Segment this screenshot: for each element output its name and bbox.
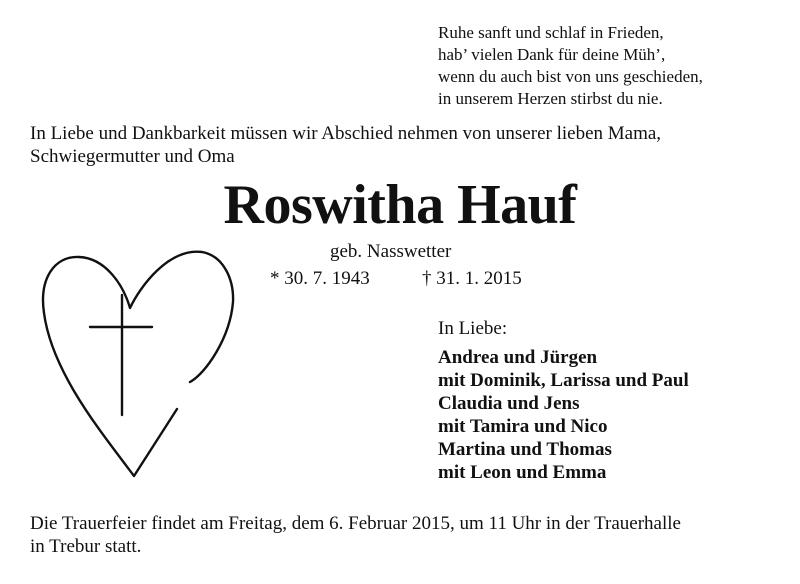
- funeral-line: in Trebur statt.: [30, 536, 142, 557]
- death-date: † 31. 1. 2015: [422, 268, 522, 289]
- family-line: Andrea und Jürgen: [438, 347, 598, 368]
- family-line: Claudia und Jens: [438, 393, 580, 414]
- family-line: mit Dominik, Larissa und Paul: [438, 370, 689, 391]
- intro-text: [30, 122, 780, 168]
- heart-outline: [43, 252, 233, 476]
- family-heading: In Liebe:: [438, 318, 508, 339]
- intro-line: Schwiegermutter und Oma: [30, 146, 235, 167]
- birth-date: * 30. 7. 1943: [270, 268, 370, 289]
- family-line: Martina und Thomas: [438, 439, 612, 460]
- deceased-name: Roswitha Hauf: [223, 174, 577, 236]
- poem-line: wenn du auch bist von uns geschieden,: [438, 67, 703, 86]
- family-line: mit Leon und Emma: [438, 462, 607, 483]
- family-list: [438, 346, 689, 484]
- poem-line: hab’ vielen Dank für deine Müh’,: [438, 45, 666, 64]
- maiden-name: geb. Nasswetter: [330, 241, 452, 262]
- intro-line: In Liebe und Dankbarkeit müssen wir Abschied nehmen von unserer lieben Mama,: [30, 123, 662, 144]
- memorial-poem: [438, 22, 778, 110]
- funeral-info: [30, 512, 790, 558]
- funeral-line: Die Trauerfeier findet am Freitag, dem 6. Februar 2015, um 11 Uhr in der Trauerhalle: [30, 513, 681, 534]
- heart-with-cross-icon: [30, 240, 250, 480]
- poem-line: in unserem Herzen stirbst du nie.: [438, 89, 663, 108]
- family-line: mit Tamira und Nico: [438, 416, 608, 437]
- poem-line: Ruhe sanft und schlaf in Frieden,: [438, 23, 664, 42]
